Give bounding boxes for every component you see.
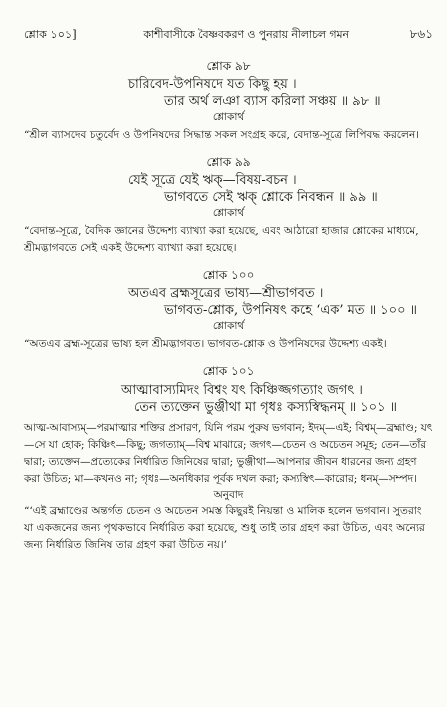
verse-100-line-1: অতএব ব্রহ্মসূত্রের ভাষ্য—শ্রীভাগবত । [128,286,324,301]
verse-98-line-1: চারিবেদ-উপনিষদে যত কিছু হয় । [128,77,297,92]
verse-98-line-2: তার অর্থ লঞা ব্যাস করিলা সঞ্চয় ॥ ৯৮ ॥ [164,94,381,109]
verse-101-translation: “‘এই ব্রহ্মাণ্ডের অন্তর্গত চেতন ও অচেতন সমস্ত কিছুরই নিয়ন্তা ও মালিক হলেন ভগবান। সুতরাং যা একজনের জন্য পৃথকভাবে নির্ধারিত করা হয়েছে, শুধু তাই তার গ্রহণ করা উচিত, এবং অন্যের জন্য নির্ধারিত জিনিষ তার গ্রহণ করা উচিত নয়।’ [24,505,425,551]
verse-98-translation: “শ্রীল ব্যাসদেব চতুর্বেদ ও উপনিষদের সিদ্ধান্ত সকল সংগ্রহ করে, বেদান্ত-সূত্রে লিপিবদ্ধ করলেন। [24,129,420,141]
verse-101-line-1: আত্মাবাস্যমিদং বিশ্বং যৎ কিঞ্চিজ্জগত্যাং জগৎ । [121,383,363,398]
verse-99-translation: “বেদান্ত-সূত্রে, বৈদিক জ্ঞানের উদ্দেশ্য ব্যাখ্যা করা হয়েছে, এবং আঠারো হাজার শ্লোকের মাধ্যমে, শ্রীমদ্ভাগবতে সেই একই উদ্দেশ্য ব্যাখ্যা করা হয়েছে। [24,225,419,254]
verse-99-heading: শ্লোক ৯৯ [206,155,251,169]
verse-100-heading: শ্লোক ১০০ [202,268,255,282]
verse-100-line-2: ভাগবত-শ্লোক, উপনিষৎ কহে ‘এক’ মত ॥ ১০০ ॥ [164,303,418,318]
verse-101-synonyms: আত্ম-আবাস্যম্—পরমাত্মার শক্তির প্রসারণ, যিনি পরম পুরুষ ভগবান; ইদম্—এই; বিশ্বম্—ব্রহ্মাণ্ড; যৎ—সে যা হোক; কিঞ্চিৎ—কিছু; জগত্যাম্—বিশ্ব মাঝারে; জগৎ—চেতন ও অচেতন সমূহ; তেন—তাঁর দ্বারা; ত্যক্তেন—প্রত্যেকের নির্ধারিত জিনিষের দ্বারা; ভুঞ্জীথা—আপনার জীবন ধারনের জন্য গ্রহণ করা উচিত; মা—কখনও না; গৃধঃ—অনধিকার পূর্বক দখল করা; কস্যস্বিৎ—কারোর; ধনম্—সম্পদ। [24,422,433,485]
page-number: ৮৬১ [409,27,433,41]
verse-99-line-1: যেই সূত্রে যেই ঋক্‌—বিষয়-বচন । [128,173,297,188]
verse-101-translation-label: অনুবাদ [213,489,244,501]
verse-98-translation-label: শ্লোকার্থ [212,111,245,123]
page-header [24,0,433,41]
verse-99-translation-label: শ্লোকার্থ [212,207,245,219]
verse-100-translation: “অতএব ব্রহ্ম-সূত্রের ভাষ্য হল শ্রীমদ্ভাগবত। ভাগবত-শ্লোক ও উপনিষদের উদ্দেশ্য একই। [24,338,387,350]
verse-101-line-2: তেন ত্যক্তেন ভুঞ্জীথা মা গৃধঃ কস্যস্বিদ্ধনম্ ॥ ১০১ ॥ [134,400,398,415]
verse-99-line-2: ভাগবতে সেই ঋক্‌ শ্লোকে নিবন্ধন ॥ ৯৯ ॥ [164,190,378,205]
verse-98-heading: শ্লোক ৯৮ [206,59,251,73]
header-verse-range: শ্লোক ১০১] [24,28,77,41]
verse-101-heading: শ্লোক ১০১ [202,364,255,378]
header-chapter-title: কাশীবাসীকে বৈষ্ণবকরণ ও পুনরায় নীলাচল গমন [143,28,349,41]
verse-100-translation-label: শ্লোকার্থ [212,320,245,332]
